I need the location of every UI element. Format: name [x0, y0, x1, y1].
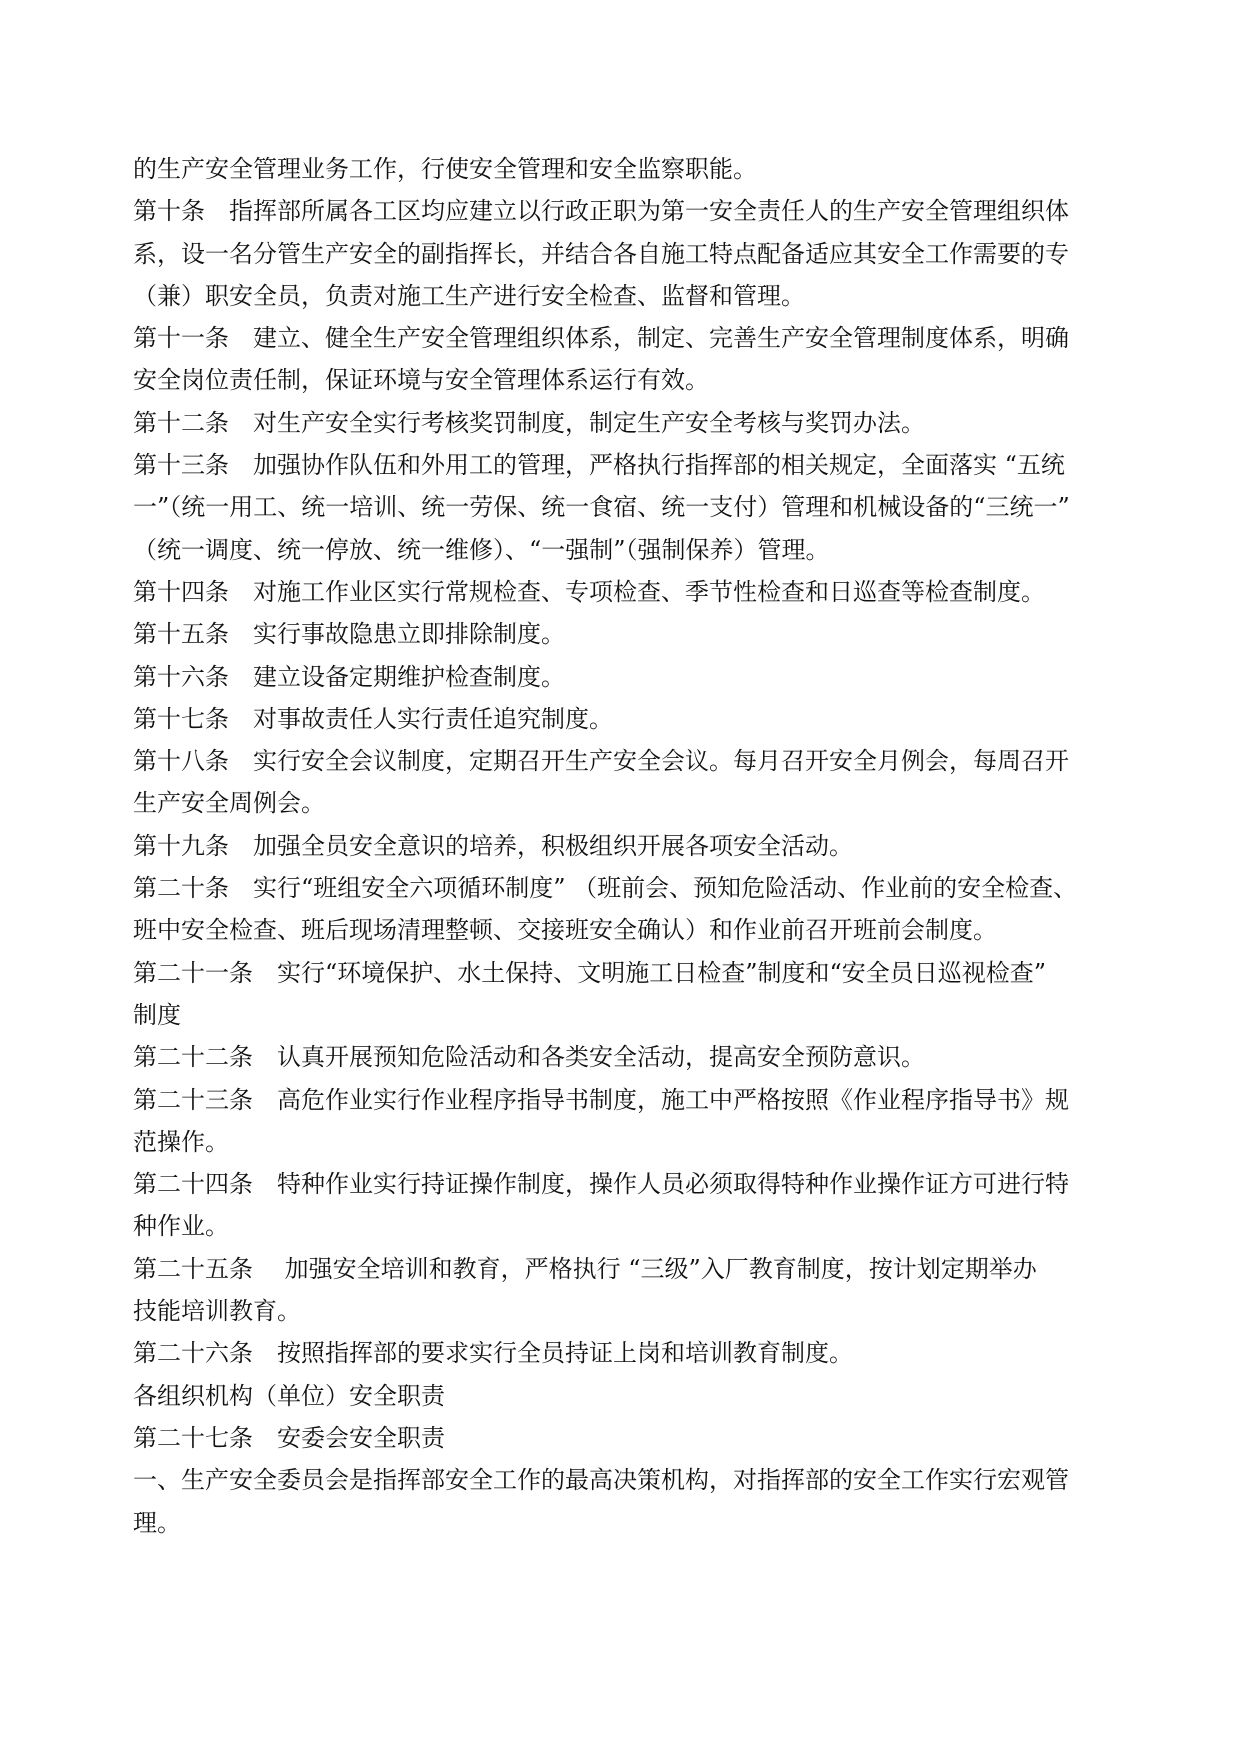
text-line: 第二十七条 安委会安全职责 [133, 1423, 445, 1452]
text-line: 的生产安全管理业务工作，行使安全管理和安全监察职能。 [133, 155, 757, 183]
text-line: 第十条 指挥部所属各工区均应建立以行政正职为第一安全责任人的生产安全管理组织体 [133, 197, 1069, 226]
text-line: （统一调度、统一停放、统一维修）、“一强制”（强制保养）管理。 [133, 535, 830, 564]
text-line: 种作业。 [133, 1212, 229, 1241]
text-line: 第十六条 建立设备定期维护检查制度。 [133, 662, 565, 691]
document-page [133, 148, 1123, 1544]
text-line: 第二十一条 实行“环境保护、水土保持、文明施工日检查”制度和“安全员日巡视检查” [133, 958, 1047, 987]
text-line: 第十八条 实行安全会议制度，定期召开生产安全会议。每月召开安全月例会，每周召开 [133, 747, 1069, 776]
text-line: 第十五条 实行事故隐患立即排除制度。 [133, 620, 565, 649]
text-line: 第十三条 加强协作队伍和外用工的管理，严格执行指挥部的相关规定，全面落实 “五统 [133, 451, 1065, 480]
text-line: 技能培训教育。 [133, 1297, 301, 1326]
text-line: （兼）职安全员，负责对施工生产进行安全检查、监督和管理。 [133, 281, 805, 310]
text-line: 生产安全周例会。 [133, 789, 325, 818]
text-line: 一”（统一用工、统一培训、统一劳保、统一食宿、统一支付）管理和机械设备的“三统一” [133, 493, 1070, 522]
text-line: 安全岗位责任制，保证环境与安全管理体系运行有效。 [133, 366, 709, 395]
text-line: 第二十二条 认真开展预知危险活动和各类安全活动，提高安全预防意识。 [133, 1043, 925, 1072]
text-line: 第十四条 对施工作业区实行常规检查、专项检查、季节性检查和日巡查等检查制度。 [133, 577, 1045, 606]
text-line: 第二十三条 高危作业实行作业程序指导书制度，施工中严格按照《作业程序指导书》规 [133, 1085, 1069, 1114]
text-line: 第十七条 对事故责任人实行责任追究制度。 [133, 704, 613, 733]
text-line: 第二十六条 按照指挥部的要求实行全员持证上岗和培训教育制度。 [133, 1339, 853, 1368]
text-line: 各组织机构（单位）安全职责 [133, 1381, 445, 1410]
text-line: 班中安全检查、班后现场清理整顿、交接班安全确认）和作业前召开班前会制度。 [133, 916, 997, 945]
text-line: 第二十五条 加强安全培训和教育，严格执行 “三级”入厂教育制度，按计划定期举办 [133, 1254, 1037, 1283]
text-line: 第十二条 对生产安全实行考核奖罚制度，制定生产安全考核与奖罚办法。 [133, 408, 925, 437]
text-line: 系，设一名分管生产安全的副指挥长，并结合各自施工特点配备适应其安全工作需要的专 [133, 239, 1069, 268]
text-line: 制度 [133, 1000, 181, 1029]
text-line: 一、生产安全委员会是指挥部安全工作的最高决策机构，对指挥部的安全工作实行宏观管 [133, 1466, 1069, 1495]
text-line: 第二十四条 特种作业实行持证操作制度，操作人员必须取得特种作业操作证方可进行特 [133, 1170, 1069, 1199]
text-line: 第十一条 建立、健全生产安全管理组织体系，制定、完善生产安全管理制度体系，明确 [133, 324, 1069, 353]
text-line: 理。 [133, 1508, 181, 1537]
text-line: 范操作。 [133, 1127, 229, 1156]
text-line: 第十九条 加强全员安全意识的培养，积极组织开展各项安全活动。 [133, 831, 853, 860]
text-line: 第二十条 实行“班组安全六项循环制度” （班前会、预知危险活动、作业前的安全检查、 [133, 874, 1078, 903]
